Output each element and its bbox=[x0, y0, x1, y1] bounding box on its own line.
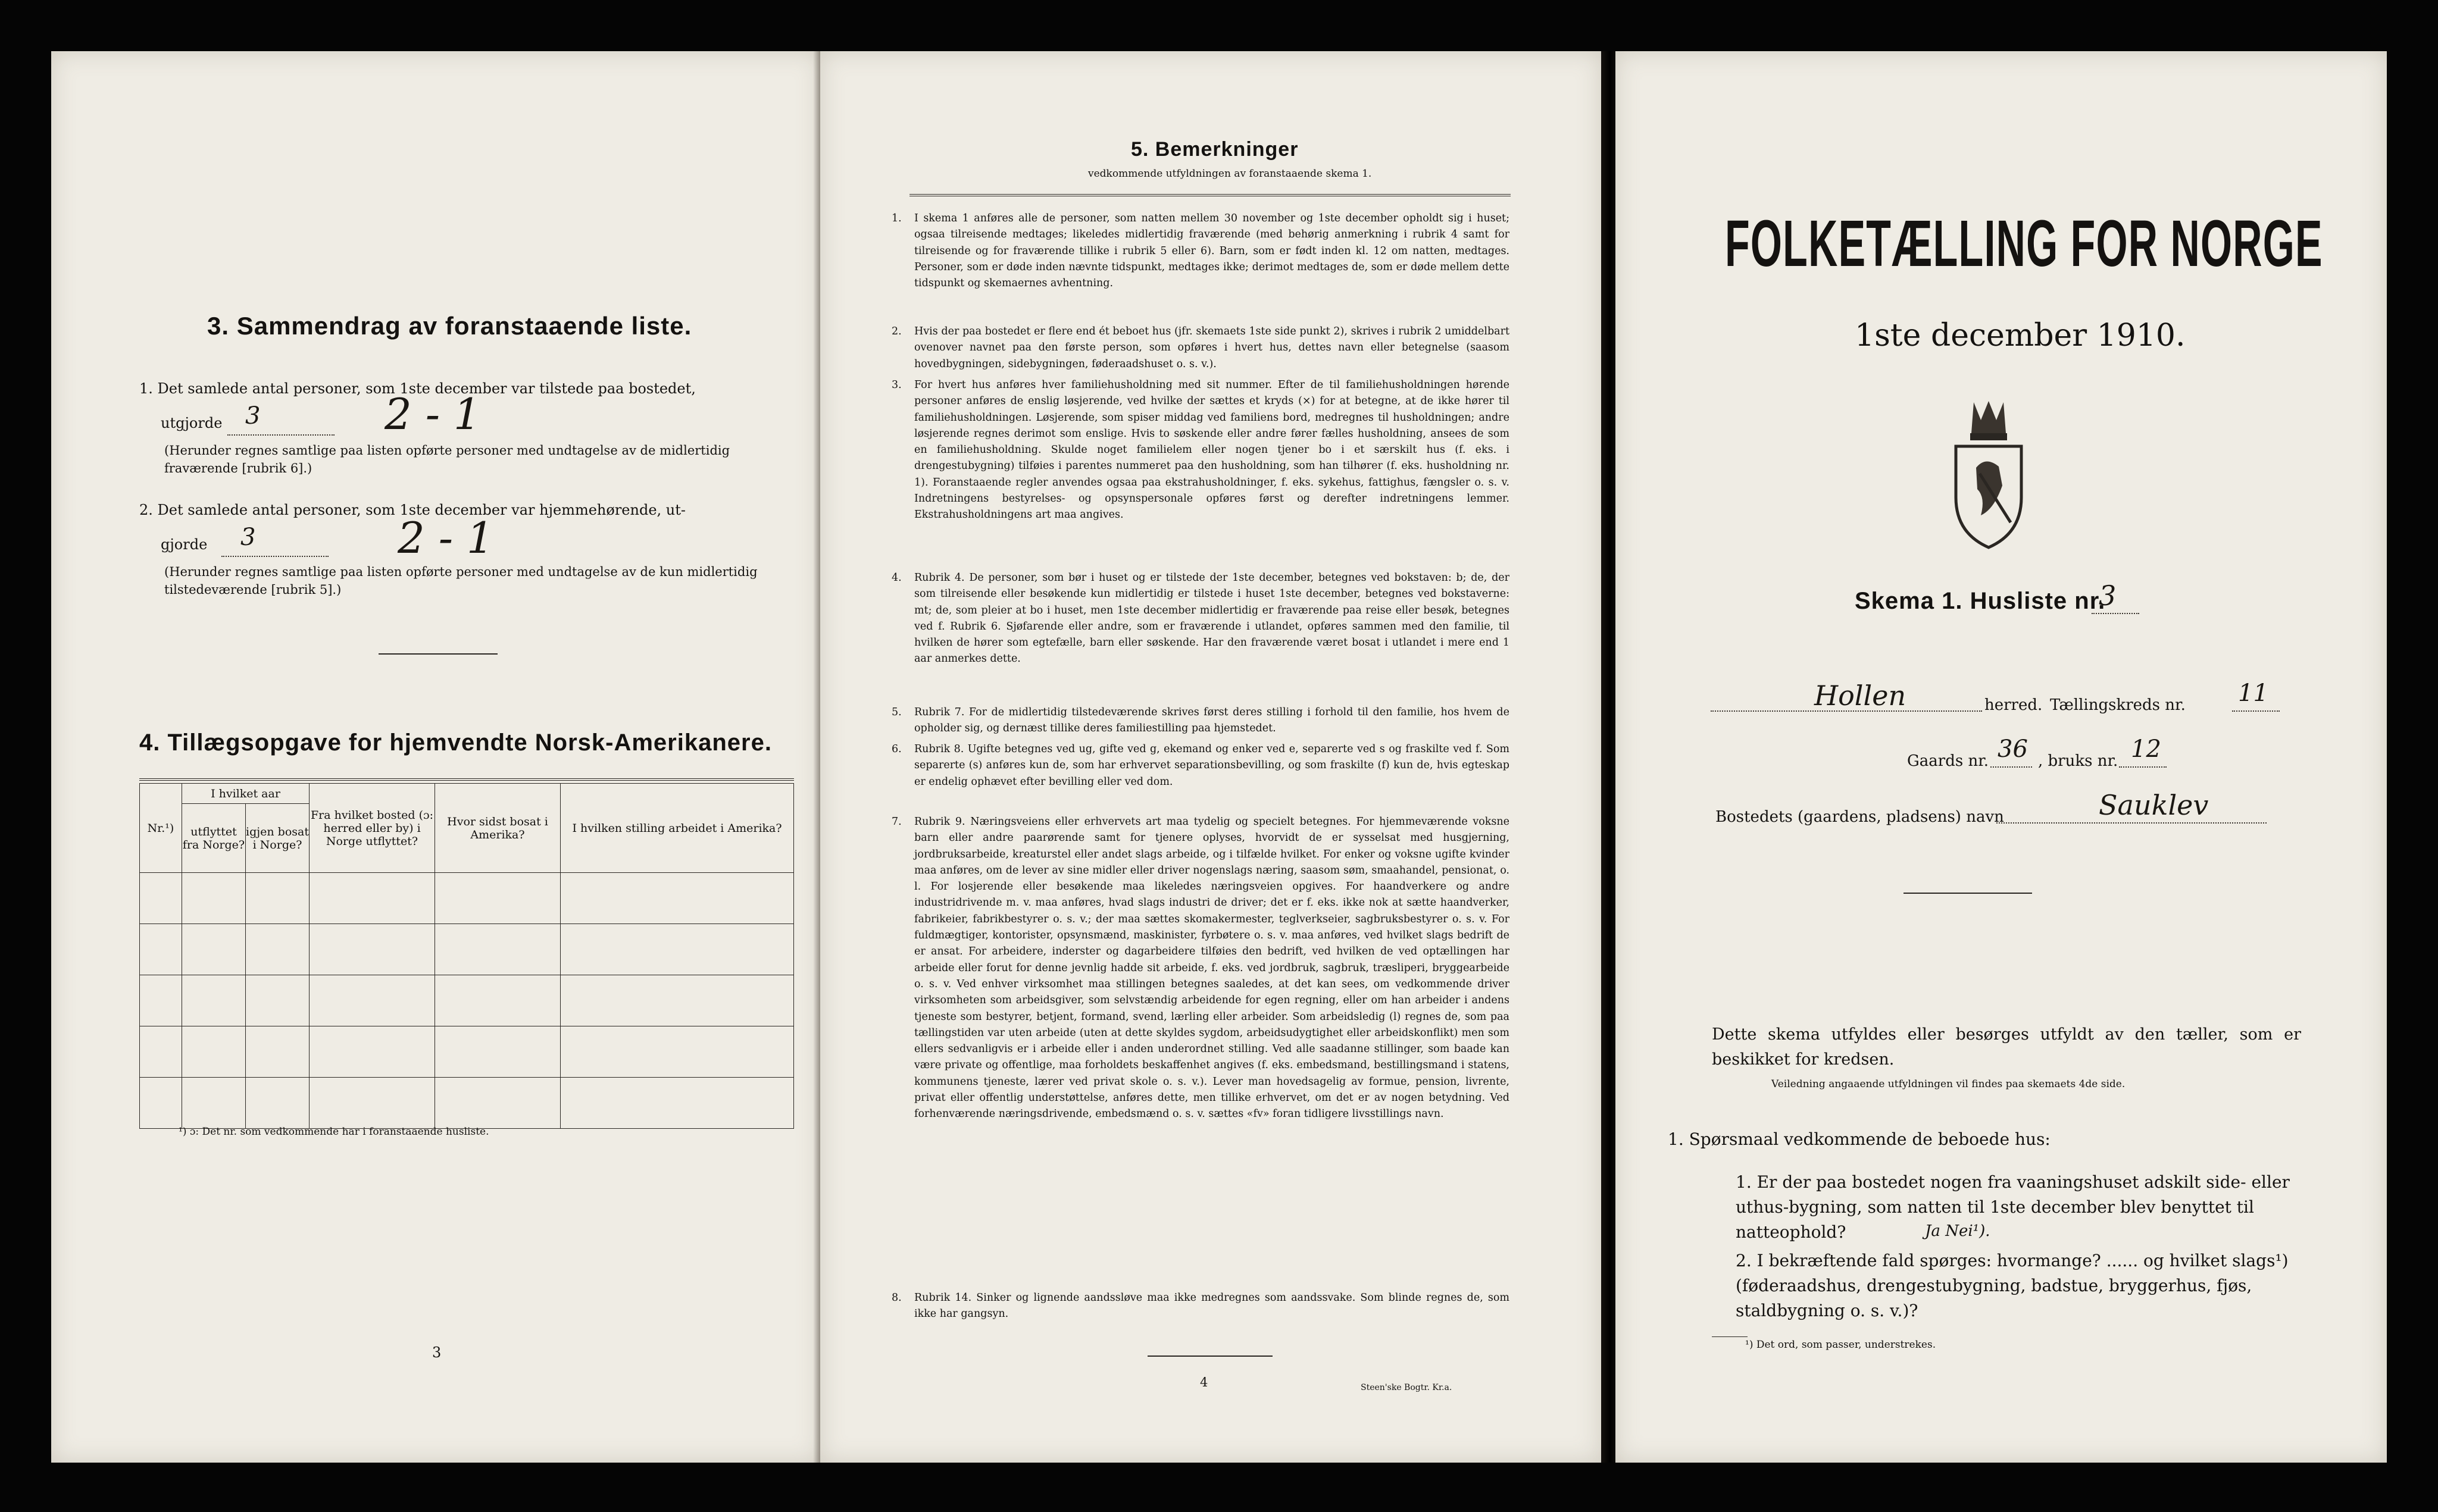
remark-item: 6. Rubrik 8. Ugifte betegnes ved ug, gifte ved g, ekemand og enker ved e, separerte ved s og fraskilte ved f. Som separerte (s) anføres kun de, som har erhvervet separationsbevilling, og som fraskilte (f) kun de, hvis egteskap er endelig ophævet efter bevilling eller ved dom. bbox=[892, 743, 1509, 788]
table-row bbox=[140, 975, 794, 1026]
printer-imprint: Steen'ske Bogtr. Kr.a. bbox=[1361, 1383, 1452, 1392]
dotted-line bbox=[1996, 822, 2267, 824]
gaards-label: Gaards nr. bbox=[1907, 752, 1989, 770]
bosted-label: Bostedets (gaardens, pladsens) navn bbox=[1715, 808, 2004, 826]
gaards-value: 36 bbox=[1998, 735, 2028, 763]
kreds-value: 11 bbox=[2238, 680, 2268, 707]
col-fra-bosted: Fra hvilket bosted (ɔ: herred eller by) i Norge utflyttet? bbox=[310, 784, 435, 873]
husliste-nr-value: 3 bbox=[2099, 580, 2117, 612]
remark-item: 7. Rubrik 9. Næringsveiens eller erhvervets art maa tydelig og specielt betegnes. For hjemmeværende voksne barn eller andre paarørende samt for tjenere oplyses, hvorvidt de er sysselsat med husgjerning, jordbruksarbeide, kreaturstel eller andet slags arbeide, og i tilfælde hvilket. For enker og voksne ugifte kvinder maa anføres, om de lever av sine midler eller driver nogenslags næring, saasom søm, smaahandel, pensionat, o. l. For losjerende eller besøkende maa likeledes næringsveien opgives. For haandverkere og andre industridrivende m. v. maa anføres, hvad slags industri de driver; det er f. eks. ikke nok at sætte haandverker, fabrikeier, fabrikbestyrer o. s. v.; der maa sættes skomakermester, teglverkseier, sagbruksbestyrer o. s. v. For fuldmægtiger, kontorister, opsynsmænd, maskinister, fyrbøtere o. s. v. maa anføres, ved hvilket slags bedrift de er ansat. For arbeidere, inderster og dagarbeidere tilføies den bedrift, ved hvilken de ved optællingen har arbeide eller forut for denne jevnlig hadde sit arbeide, f. eks. ved jordbruk, sagbruk, træsliperi, bryggearbeide o. s. v. Ved enhver virksomhet maa stillingen betegnes saaledes, at det kan sees, om vedkommende driver virksomheten som arbeidsgiver, som selvstændig arbeidende for egen regning, eller om han arbeider i andens tjeneste som bestyrer, betjent, formand, svend, lærling eller arbeider. Som arbeidsledig (l) regnes de, som paa tællingstiden var uten arbeide (uten at dette skyldes sygdom, arbeidsudygtighet eller arbeidskonflikt) men som ellers sedvanligvis er i arbeide eller i anden underordnet stilling. Ved alle saadanne stillinger, som baade kan være private og offentlige, maa forholdets beskaffenhet angives (f. eks. embedsmand, bestillingsmand i statens, kommunens tjeneste, lærer ved privat skole o. s. v.). Lever man hovedsagelig av formue, pension, livrente, privat eller offentlig understøttelse, anføres dette, men tillike erhvervet, om det er av nogen betydning. Ved forhenværende næringsdrivende, embedsmænd o. s. v. sættes «fv» foran tidligere livsstillings navn. bbox=[892, 816, 1509, 1120]
sec3-item2-value: 3 bbox=[240, 524, 256, 551]
table-row bbox=[140, 924, 794, 975]
section-3-title: 3. Sammendrag av foranstaaende liste. bbox=[207, 312, 692, 340]
herred-label: herred. bbox=[1984, 696, 2043, 714]
dotted-line bbox=[227, 434, 335, 436]
skema-label: Skema 1. Husliste nr. bbox=[1855, 588, 2106, 614]
divider bbox=[1148, 1356, 1273, 1357]
ornament-divider bbox=[1903, 893, 2032, 894]
bruks-label: , bruks nr. bbox=[2038, 752, 2118, 770]
sec3-item2-text: 2. Det samlede antal personer, som 1ste december var hjemmehørende, ut- bbox=[139, 502, 686, 518]
col-nr: Nr.¹) bbox=[140, 784, 182, 873]
remarks-title: 5. Bemerkninger bbox=[1131, 138, 1299, 161]
sec3-item2-note: (Herunder regnes samtlige paa listen opførte personer med undtagelse av de kun midlertidig tilstedeværende [rubrik 5].) bbox=[164, 565, 758, 597]
bosted-value: Sauklev bbox=[2099, 789, 2209, 821]
question-2: 2. I bekræftende fald spørges: hvormange? ...... og hvilket slags¹) (føderaadshus, drengestubygning, badstue, bryggerhus, fjøs, staldbygning o. s. v.)? bbox=[1736, 1251, 2289, 1320]
remark-item: 2. Hvis der paa bostedet er flere end ét beboet hus (jfr. skemaets 1ste side punkt 2), skrives i rubrik 2 umiddelbart ovenover navnet paa den første person, som opføres i hvert hus, dettes navn eller betegnelse (saasom hovedbygningen, sidebygningen, føderaadshuset o. s. v.). bbox=[892, 325, 1509, 370]
question-1: 1. Er der paa bostedet nogen fra vaaningshuset adskilt side- eller uthus-bygning, som natten til 1ste december blev benyttet til natteophold? bbox=[1736, 1172, 2290, 1242]
sec3-item1-text: 1. Det samlede antal personer, som 1ste december var tilstede paa bostedet, bbox=[139, 380, 696, 397]
remarks-subtitle: vedkommende utfyldningen av foranstaaende skema 1. bbox=[1088, 168, 1372, 180]
sec3-item2-handwriting: 2 - 1 bbox=[398, 513, 494, 563]
divider bbox=[379, 653, 498, 655]
page-number: 3 bbox=[432, 1344, 442, 1361]
sec3-item1-note: (Herunder regnes samtlige paa listen opførte personer med undtagelse av de midlertidig fraværende [rubrik 6].) bbox=[164, 443, 730, 475]
sec3-item2-prefix: gjorde bbox=[161, 536, 208, 553]
remarks-top-rule bbox=[909, 194, 1511, 196]
instructions: Dette skema utfyldes eller besørges utfyldt av den tæller, som er beskikket for kredsen. bbox=[1712, 1025, 2301, 1069]
sec3-item1-value: 3 bbox=[245, 402, 261, 430]
sec3-item1-handwriting: 2 - 1 bbox=[385, 389, 481, 439]
table-row bbox=[140, 1078, 794, 1129]
page-number: 4 bbox=[1200, 1375, 1208, 1389]
remark-item: 8. Rubrik 14. Sinker og lignende aandssløve maa ikke medregnes som aandssvake. Som blinde regnes de, som ikke har gangsyn. bbox=[892, 1292, 1509, 1320]
col-utflyttet: utflyttet fra Norge? bbox=[182, 804, 246, 873]
instructions-small: Veiledning angaaende utfyldningen vil findes paa skemaets 4de side. bbox=[1771, 1078, 2126, 1090]
left-page bbox=[51, 51, 820, 1463]
dotted-line bbox=[2092, 613, 2139, 614]
col-stilling: I hvilken stilling arbeidet i Amerika? bbox=[561, 784, 794, 873]
table-footnote: ¹) ɔ: Det nr. som vedkommende har i foranstaaende husliste. bbox=[179, 1126, 489, 1138]
table-row bbox=[140, 873, 794, 924]
question-1-answer: Ja Nei¹). bbox=[1925, 1222, 1990, 1240]
coat-of-arms-icon bbox=[1944, 396, 2033, 551]
remark-item: 4. Rubrik 4. De personer, som bør i huset og er tilstede der 1ste december, betegnes ved bokstaven: b; de, der som tilreisende eller besøkende kun midlertidig er tilstede i huset 1ste december, betegnes ved bokstaverne: mt; de, som pleier at bo i huset, men 1ste december midlertidig er fraværende paa reise eller besøk, betegnes ved f. Rubrik 6. Sjøfarende eller andre, som er fraværende i utlandet, opføres sammen med den familie, til hvilken de hører som egtefælle, barn eller søskende. Har den fraværende været bosat i utlandet i mere end 1 aar anmerkes dette. bbox=[892, 572, 1509, 665]
table-row bbox=[140, 1026, 794, 1078]
question-header: 1. Spørsmaal vedkommende de beboede hus: bbox=[1668, 1129, 2051, 1149]
date-subtitle: 1ste december 1910. bbox=[1855, 318, 2186, 353]
col-group-aar: I hvilket aar bbox=[182, 784, 310, 804]
section-4-title: 4. Tillægsopgave for hjemvendte Norsk-Amerikanere. bbox=[139, 730, 772, 756]
footnote-rule bbox=[1712, 1336, 1748, 1337]
dotted-line bbox=[2119, 766, 2167, 768]
kreds-label: Tællingskreds nr. bbox=[2050, 696, 2186, 714]
table-top-rule bbox=[139, 778, 794, 781]
sec3-item1-prefix: utgjorde bbox=[161, 415, 223, 431]
dotted-line bbox=[2232, 710, 2280, 712]
main-title: FOLKETÆLLING FOR NORGE bbox=[1725, 207, 2323, 280]
norsk-amerikanere-table bbox=[139, 783, 794, 1129]
right-page bbox=[1615, 51, 2387, 1463]
herred-value: Hollen bbox=[1814, 680, 1906, 712]
col-igjen: igjen bosat i Norge? bbox=[246, 804, 310, 873]
remark-item: 1. I skema 1 anføres alle de personer, som natten mellem 30 november og 1ste december opholdt sig i huset; ogsaa tilreisende medtages; likeledes midlertidig fraværende (med behørig anmerkning i rubrik 4 samt for tilreisende og for fraværende tillike i rubrik 5 eller 6). Barn, som er født inden kl. 12 om natten, medtages. Personer, som er døde inden nævnte tidspunkt, medtages ikke; derimot medtages de, som er døde mellem dette tidspunkt og skemaernes avhentning. bbox=[892, 212, 1509, 290]
dotted-line bbox=[221, 556, 329, 557]
col-hvor-bosat: Hvor sidst bosat i Amerika? bbox=[435, 784, 561, 873]
dotted-line bbox=[1990, 766, 2032, 768]
remark-item: 3. For hvert hus anføres hver familiehusholdning med sit nummer. Efter de til familiehusholdningen hørende personer anføres de enslig løsjerende, ved hvilke der sættes et kryds (×) for at betegne, at de ikke hører til familiehusholdningen. Løsjerende, som spiser middag ved familiens bord, medregnes til husholdningen; andre løsjerende regnes derimot som enslige. Hvis to søskende eller andre fører fælles husholdning, ansees de som en familiehusholdning. Skulde noget familielem eller nogen tjener bo i et særskilt hus (f. eks. i drengestubygning) tilføies i parentes nummeret paa den husholdning, som han tilhører (f. eks. husholdning nr. 1). Foranstaaende regler anvendes ogsaa paa ekstrahusholdninger, f. eks. sykehus, fattighus, fængsler o. s. v. Indretningens bestyrelses- og opsynspersonale opføres først og derefter indretningens lemmer. Ekstrahusholdningens art maa angives. bbox=[892, 379, 1509, 521]
middle-page bbox=[820, 51, 1601, 1463]
footnote: ¹) Det ord, som passer, understrekes. bbox=[1745, 1339, 1936, 1351]
bruks-value: 12 bbox=[2131, 735, 2161, 763]
remark-item: 5. Rubrik 7. For de midlertidig tilstedeværende skrives først deres stilling i forhold til den familie, hos hvem de opholder sig, og dernæst tillike deres familiestilling paa hjemstedet. bbox=[892, 706, 1509, 735]
